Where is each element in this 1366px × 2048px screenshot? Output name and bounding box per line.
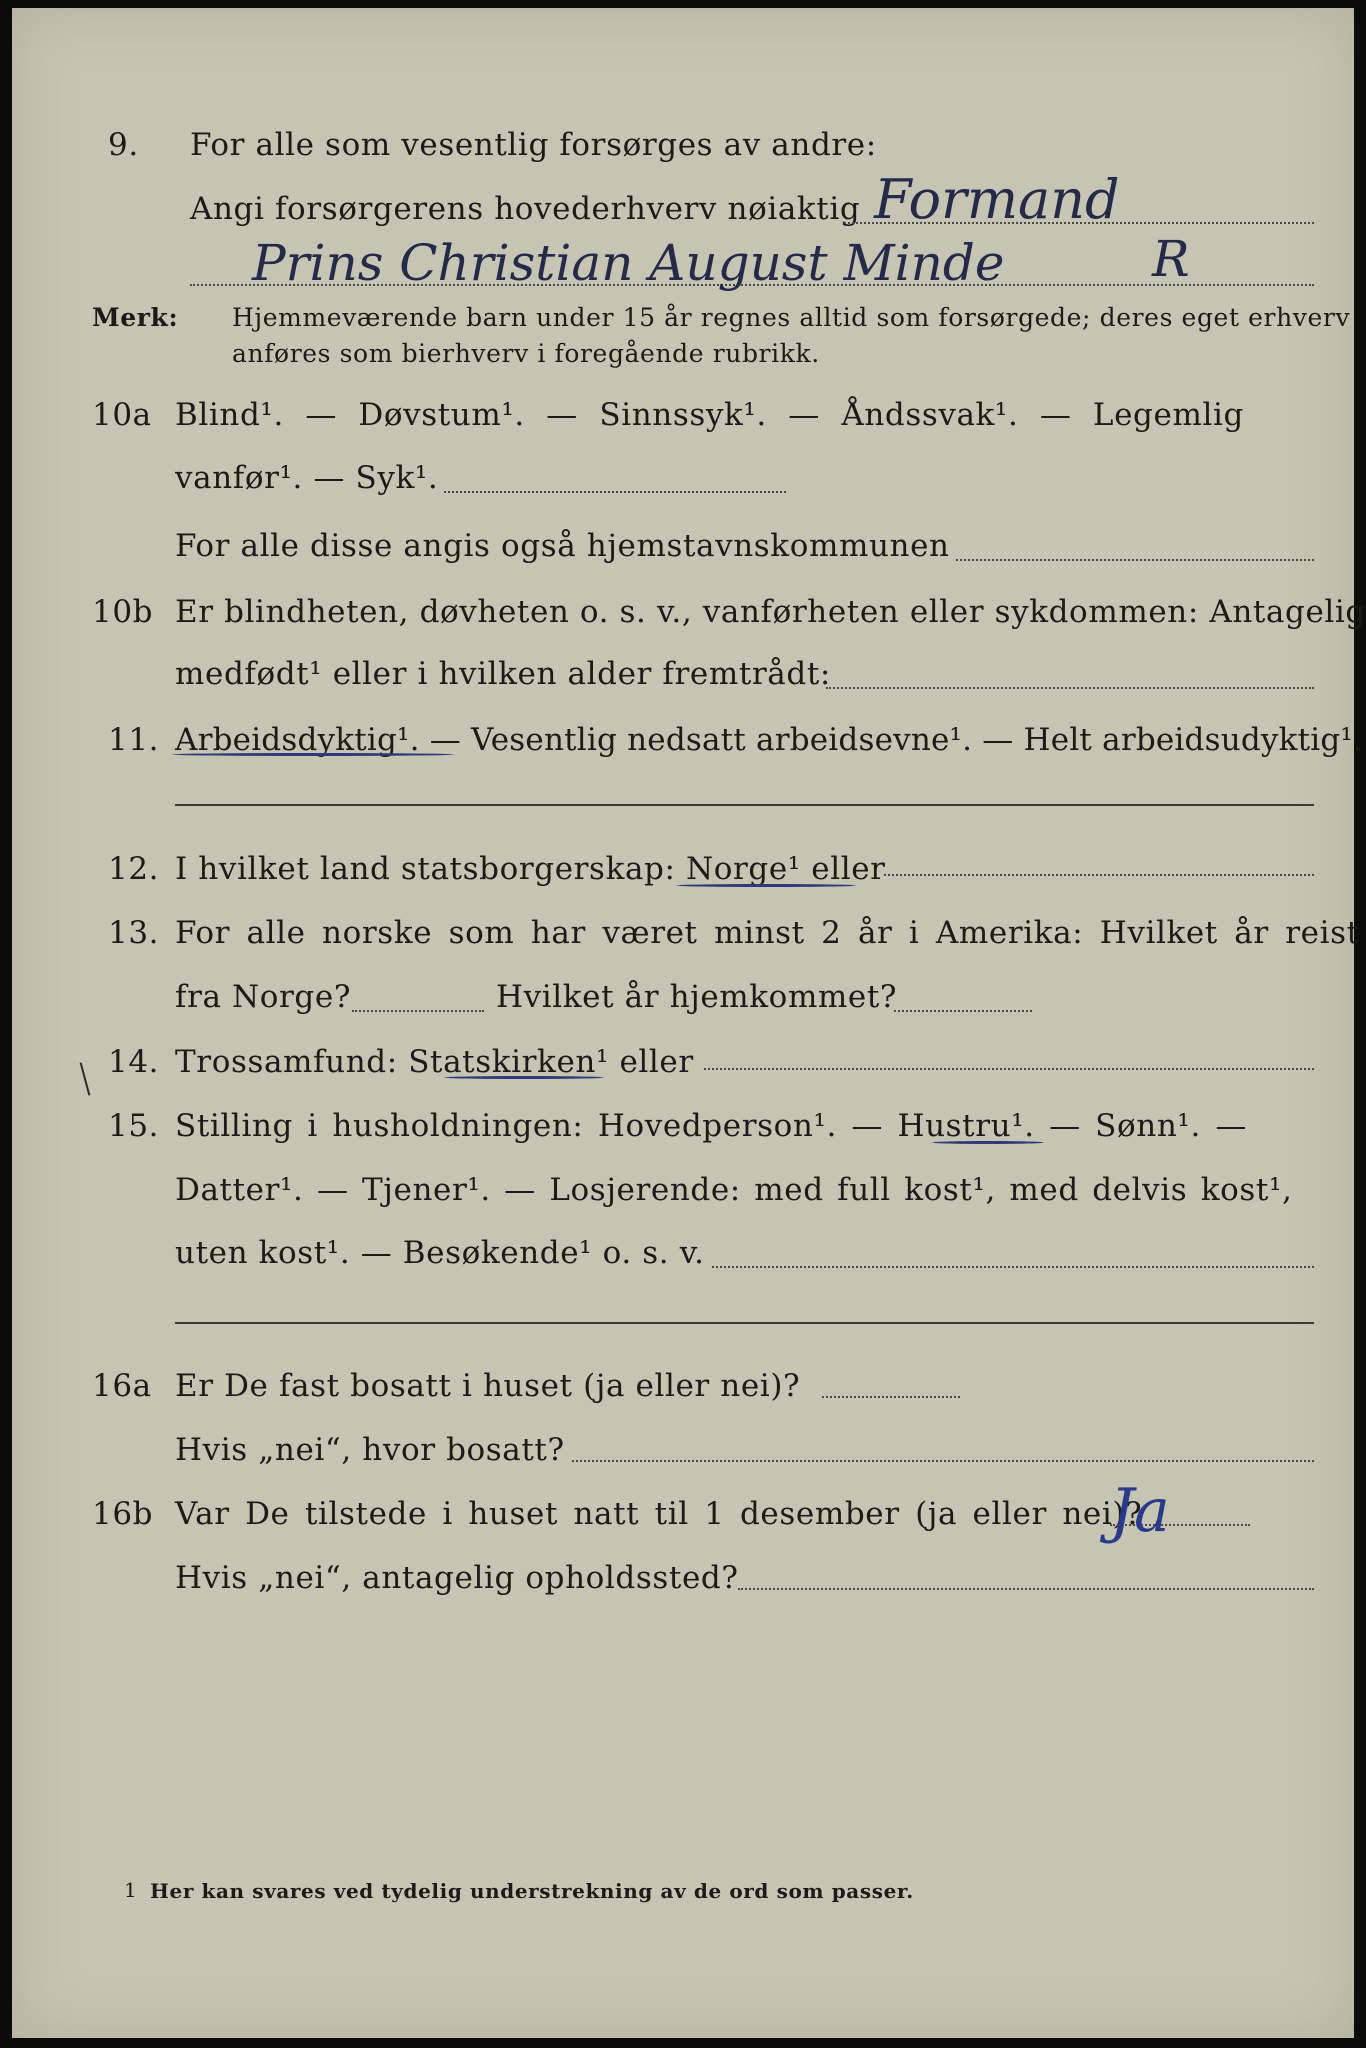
q16b-number: 16b [92, 1496, 154, 1532]
q10a-number: 10a [92, 397, 152, 433]
q11-line1: Arbeidsdyktig¹. — Vesentlig nedsatt arbeidsevne¹. — Helt arbeidsudyktig¹. [175, 722, 1364, 758]
q12-handwritten-underline [676, 884, 856, 887]
q14-line1: Trossamfund: Statskirken¹ eller [175, 1044, 694, 1080]
q10a-home-municipality-line[interactable] [956, 559, 1314, 561]
q12-number: 12. [108, 851, 160, 887]
q13-departure-year-line[interactable] [352, 1010, 484, 1012]
q13-line2a: fra Norge? [175, 979, 352, 1015]
q16a-line2: Hvis „nei“, hvor bosatt? [175, 1432, 565, 1468]
q13-number: 13. [108, 915, 160, 951]
q14-answer-line[interactable] [704, 1068, 1314, 1070]
q15-line2: Datter¹. — Tjener¹. — Losjerende: med full kost¹, med delvis kost¹, [175, 1172, 1293, 1208]
q11-number: 11. [108, 722, 160, 758]
q15-number: 15. [108, 1108, 160, 1144]
q14-handwritten-underline [444, 1076, 604, 1079]
q10a-answer-line[interactable] [444, 491, 786, 493]
q12-answer-line[interactable] [884, 874, 1314, 876]
q13-line2b: Hvilket år hjemkommet? [496, 979, 898, 1015]
margin-check-mark [80, 1062, 91, 1095]
merk-line2: anføres som bierhverv i foregående rubrikk. [232, 339, 820, 368]
q14-number: 14. [108, 1044, 160, 1080]
footnote-text: Her kan svares ved tydelig understrekning av de ord som passer. [150, 1879, 914, 1903]
q9-handwritten-occupation: Formand [874, 168, 1120, 231]
q16a-line1: Er De fast bosatt i huset (ja eller nei)? [175, 1368, 801, 1404]
q15-handwritten-underline [932, 1141, 1044, 1144]
q10b-line1: Er blindheten, døvheten o. s. v., vanførheten eller sykdommen: Antagelig [175, 594, 1366, 630]
q16a-answer-line[interactable] [822, 1396, 960, 1398]
q13-line1: For alle norske som har været minst 2 år i Amerika: Hvilket år reist [175, 915, 1360, 951]
q10a-line1: Blind¹. — Døvstum¹. — Sinnssyk¹. — Åndssvak¹. — Legemlig [175, 397, 1244, 433]
q10b-line2: medfødt¹ eller i hvilken alder fremtrådt: [175, 656, 831, 692]
q16a-number: 16a [92, 1368, 152, 1404]
q15-extra-line[interactable] [175, 1322, 1314, 1324]
q10a-line3: For alle disse angis også hjemstavnskommunen [175, 528, 950, 564]
footnote-mark: 1 [124, 1878, 138, 1902]
q16b-location-line[interactable] [738, 1588, 1314, 1590]
q16a-residence-line[interactable] [572, 1460, 1314, 1462]
q16b-handwritten-answer: Ja [1110, 1476, 1170, 1546]
q15-answer-line[interactable] [712, 1266, 1314, 1268]
q16b-line1: Var De tilstede i huset natt til 1 desember (ja eller nei)? [175, 1496, 1143, 1532]
q9-line2: Angi forsørgerens hovederhverv nøiaktig [190, 191, 861, 227]
census-form-page [12, 8, 1366, 2038]
q11-answer-line[interactable] [175, 804, 1314, 806]
q12-line1: I hvilket land statsborgerskap: Norge¹ eller [175, 851, 886, 887]
q10a-line2: vanfør¹. — Syk¹. [175, 460, 439, 496]
q9-handwritten-mark: R [1152, 230, 1190, 288]
q16b-line2: Hvis „nei“, antagelig opholdssted? [175, 1560, 739, 1596]
q13-return-year-line[interactable] [894, 1010, 1032, 1012]
q9-line1: For alle som vesentlig forsørges av andre: [190, 127, 877, 163]
q15-line1: Stilling i husholdningen: Hovedperson¹. — Hustru¹. — Sønn¹. — [175, 1108, 1247, 1144]
q15-line3: uten kost¹. — Besøkende¹ o. s. v. [175, 1235, 705, 1271]
q9-handwritten-place: Prins Christian August Minde [252, 234, 1005, 292]
merk-line1: Hjemmeværende barn under 15 år regnes alltid som forsørgede; deres eget erhverv [232, 303, 1351, 332]
q11-handwritten-underline [172, 753, 454, 756]
q10b-answer-line[interactable] [826, 687, 1314, 689]
merk-label: Merk: [92, 303, 179, 332]
q9-number: 9. [108, 127, 139, 163]
q10b-number: 10b [92, 594, 154, 630]
